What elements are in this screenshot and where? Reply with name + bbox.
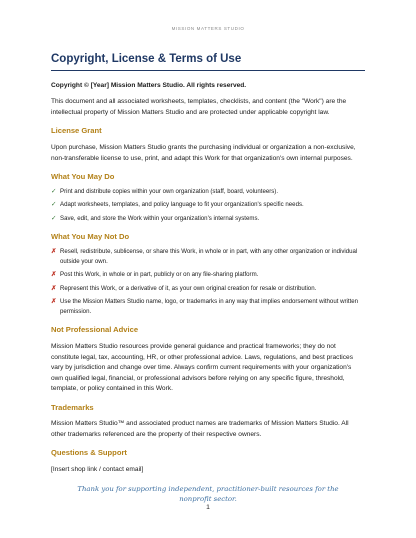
- check-icon: ✓: [51, 201, 57, 209]
- advice-paragraph: Mission Matters Studio resources provide general guidance and practical frameworks; they do not constitute legal, tax, accounting, HR, or other professional advice. Laws, regulations, and best practices vary by jurisdiction and change over time. Always confirm current requirements with your organization's own qualified legal, financial, or professional advisors before relying on any specific figure, threshold, template, or policy contained in this Work.: [51, 342, 354, 393]
- list-item: [51, 247, 365, 267]
- list-item-text: Represent this Work, or a derivative of it, as your own original creation for resale or distribution.: [60, 284, 317, 292]
- cross-icon: ✗: [51, 284, 57, 292]
- list-item: [51, 270, 365, 281]
- may-do-list: [51, 187, 365, 225]
- support-heading: Questions & Support: [51, 448, 127, 458]
- page-title: Copyright, License & Terms of Use: [51, 52, 365, 71]
- list-item: [51, 200, 365, 211]
- list-item-text: Resell, redistribute, sublicense, or share this Work, in whole or in part, with any other organization or individual outside your own.: [60, 248, 358, 266]
- cross-icon: ✗: [51, 248, 57, 256]
- list-item-text: Print and distribute copies within your own organization (staff, board, volunteers).: [60, 187, 279, 195]
- list-item-text: Save, edit, and store the Work within your organization's internal systems.: [60, 214, 260, 222]
- license-heading: License Grant: [51, 126, 102, 136]
- list-item: [51, 187, 365, 198]
- may-do-heading: What You May Do: [51, 172, 115, 182]
- list-item: [51, 214, 365, 225]
- check-icon: ✓: [51, 187, 57, 195]
- may-not-do-heading: What You May Not Do: [51, 232, 130, 242]
- check-icon: ✓: [51, 214, 57, 222]
- list-item-text: Use the Mission Matters Studio name, logo, or trademarks in any way that implies endorsement without written permission.: [60, 298, 359, 316]
- intro-paragraph: This document and all associated worksheets, templates, checklists, and content (the "Work") are the intellectual property of Mission Matters Studio and are protected under applicable copyright law.: [51, 98, 347, 116]
- license-paragraph: Upon purchase, Mission Matters Studio grants the purchasing individual or organization a non-exclusive, non-transferable license to use, print, and adapt this Work for that organization's own internal purposes.: [51, 143, 356, 162]
- list-item: [51, 297, 365, 317]
- cross-icon: ✗: [51, 298, 57, 306]
- trademarks-paragraph: Mission Matters Studio™ and associated product names are trademarks of Mission Matters Studio. All other trademarks referenced are the property of their respective owners.: [51, 420, 349, 438]
- may-not-do-list: [51, 247, 365, 317]
- cross-icon: ✗: [51, 271, 57, 279]
- running-header: MISSION MATTERS STUDIO: [171, 26, 245, 31]
- document-body: [51, 52, 365, 504]
- list-item-text: Adapt worksheets, templates, and policy language to fit your organization's specific needs.: [60, 201, 304, 209]
- copyright-notice: Copyright © [Year] Mission Matters Studio. All rights reserved.: [51, 82, 247, 90]
- page-number: 1: [206, 504, 210, 511]
- advice-heading: Not Professional Advice: [51, 325, 139, 335]
- list-item: [51, 284, 365, 295]
- list-item-text: Post this Work, in whole or in part, publicly or on any file-sharing platform.: [60, 271, 259, 279]
- closing-message: Thank you for supporting independent, practitioner-built resources for the nonprofit sector.: [77, 484, 339, 503]
- support-contact: [Insert shop link / contact email]: [51, 466, 144, 474]
- trademarks-heading: Trademarks: [51, 402, 94, 412]
